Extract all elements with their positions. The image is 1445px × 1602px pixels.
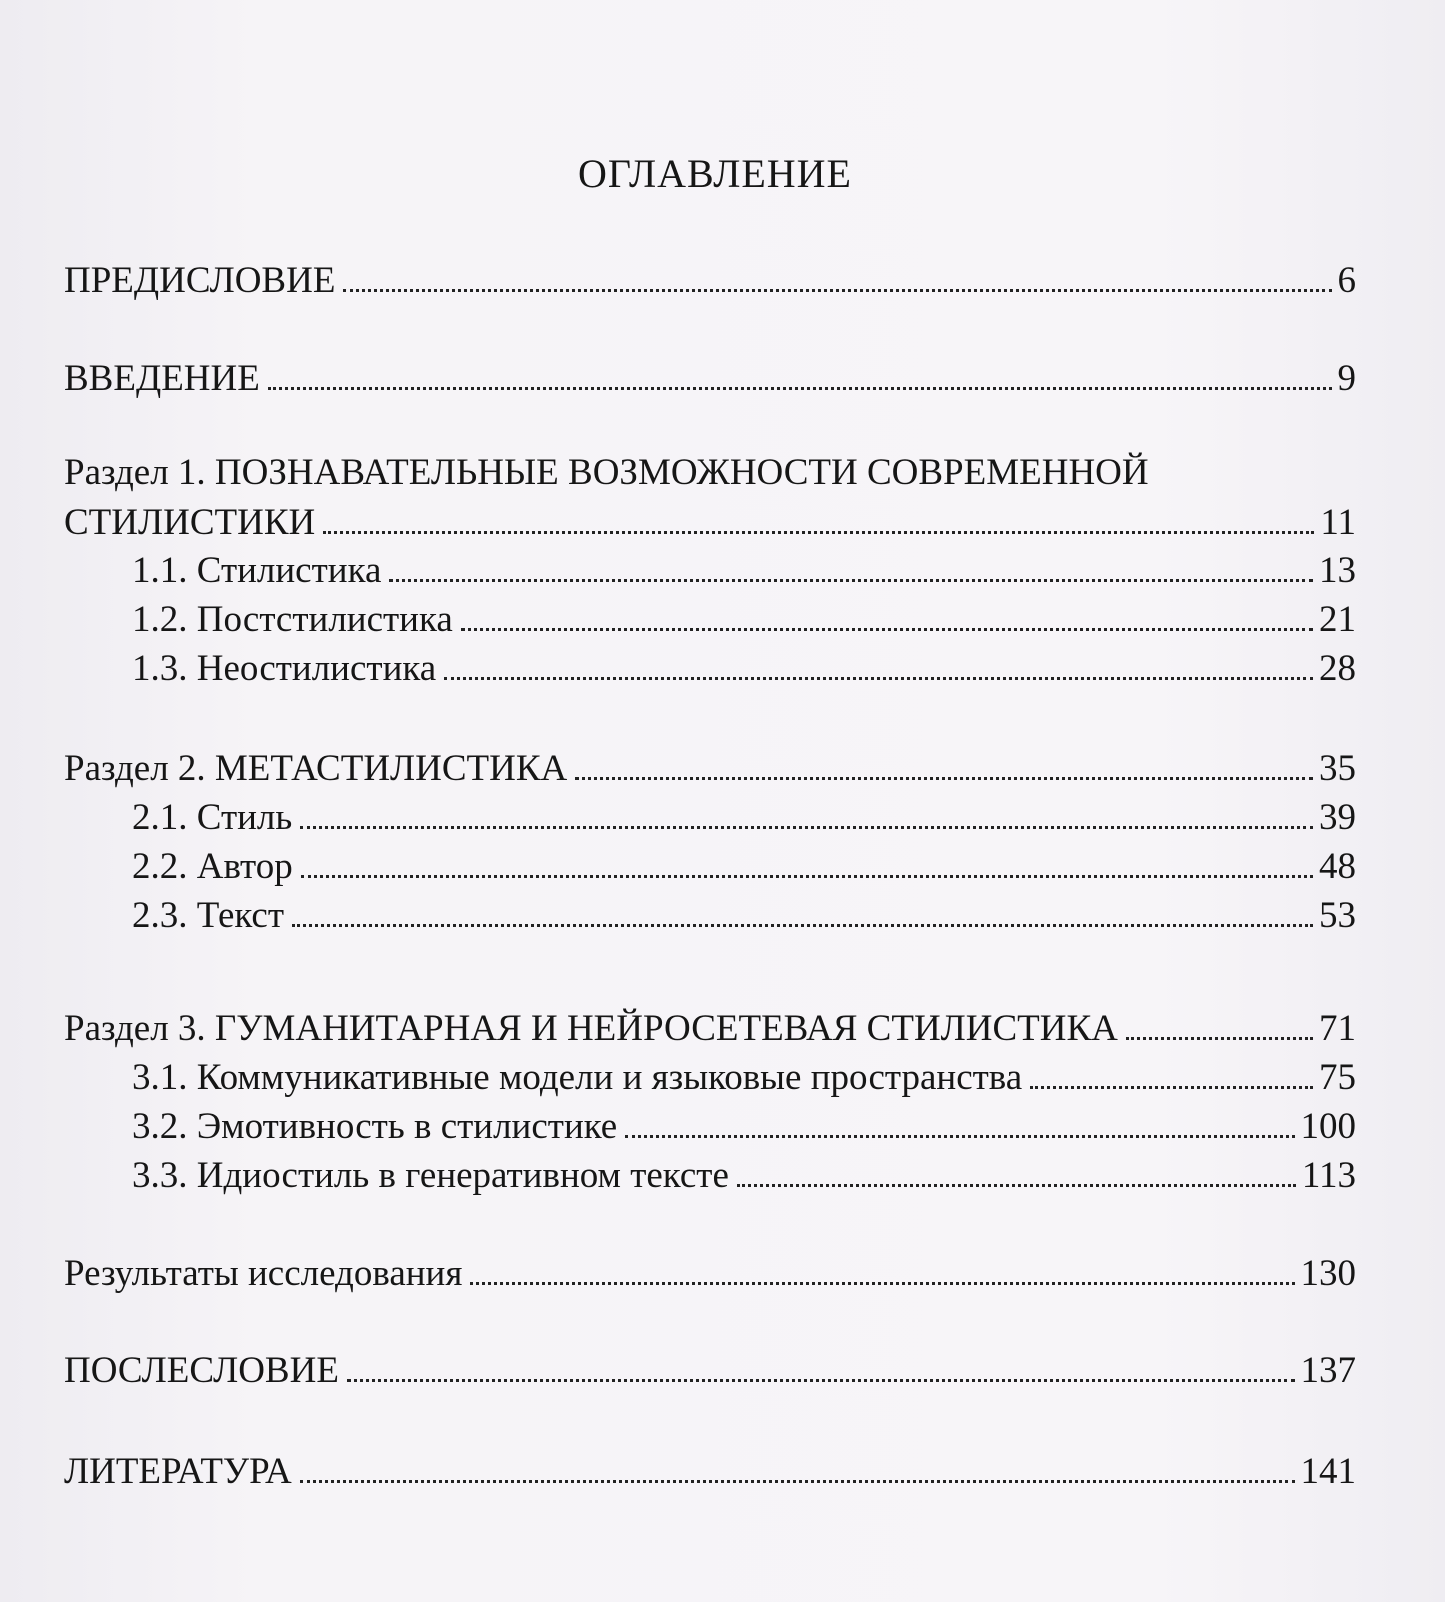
toc-entry-label: 3.1. Коммуникативные модели и языковые пространства [132,1057,1023,1098]
toc-entry-label: 1.2. Постстилистика [132,599,453,640]
toc-entry-page: 28 [1319,648,1356,689]
toc-entry-page: 39 [1319,797,1356,838]
toc-entry-section-2 [64,750,1356,787]
toc-entry-afterword [64,1352,1356,1389]
toc-entry-label: 2.3. Текст [132,895,285,936]
toc-entry-page: 71 [1319,1008,1356,1049]
toc-entry-3-2 [132,1108,1356,1145]
toc-entry-1-1 [132,552,1356,589]
toc-entry-page: 13 [1319,550,1356,591]
toc-entry-2-2 [132,848,1356,885]
toc-entry-page: 35 [1319,748,1356,789]
toc-entry-label: ПРЕДИСЛОВИЕ [64,260,336,301]
dot-leader [268,387,1332,390]
toc-entry-introduction [64,360,1356,397]
toc-section-1-heading: Раздел 1. ПОЗНАВАТЕЛЬНЫЕ ВОЗМОЖНОСТИ СОВРЕМЕННОЙ [64,452,1149,493]
toc-entry-label: Раздел 3. ГУМАНИТАРНАЯ И НЕЙРОСЕТЕВАЯ СТИЛИСТИКА [64,1008,1118,1049]
toc-entry-label: 3.3. Идиостиль в генеративном тексте [132,1155,729,1196]
dot-leader [301,875,1313,878]
toc-entry-results [64,1255,1356,1292]
toc-entry-label: ЛИТЕРАТУРА [64,1451,292,1492]
dot-leader [737,1184,1296,1187]
dot-leader [1126,1037,1313,1040]
toc-entry-1-3 [132,650,1356,687]
dot-leader [389,579,1313,582]
dot-leader [300,826,1313,829]
dot-leader [347,1379,1295,1382]
toc-entry-page: 21 [1319,599,1356,640]
toc-entry-page: 141 [1300,1451,1356,1492]
toc-entry-page: 9 [1337,358,1356,399]
toc-entry-page: 48 [1319,846,1356,887]
dot-leader [1030,1086,1313,1089]
toc-entry-2-1 [132,799,1356,836]
toc-entry-label: 3.2. Эмотивность в стилистике [132,1106,618,1147]
toc-entry-label: Результаты исследования [64,1253,463,1294]
dot-leader [575,777,1313,780]
toc-entry-3-1 [132,1059,1356,1096]
toc-entry-label: 2.1. Стиль [132,797,293,838]
toc-entry-3-3 [132,1157,1356,1194]
toc-entry-page: 137 [1300,1350,1356,1391]
dot-leader [343,289,1331,292]
toc-entry-preface [64,262,1356,299]
toc-title: ОГЛАВЛЕНИЕ [578,151,852,196]
toc-entry-label: 1.1. Стилистика [132,550,382,591]
toc-entry-label: ПОСЛЕСЛОВИЕ [64,1350,339,1391]
toc-entry-label: 1.3. Неостилистика [132,648,437,689]
toc-entry-page: 75 [1319,1057,1356,1098]
toc-entry-references [64,1453,1356,1490]
toc-entry-page: 53 [1319,895,1356,936]
dot-leader [470,1282,1294,1285]
toc-entry-page: 6 [1337,260,1356,301]
dot-leader [323,531,1314,534]
toc-entry-section-3 [64,1010,1356,1047]
toc-entry-label: СТИЛИСТИКИ [64,502,316,543]
toc-entry-2-3 [132,897,1356,934]
toc-entry-section-1 [64,504,1356,541]
toc-entry-page: 11 [1320,502,1356,543]
dot-leader [444,677,1313,680]
toc-entry-label: ВВЕДЕНИЕ [64,358,260,399]
toc-entry-page: 130 [1300,1253,1356,1294]
toc-entry-page: 113 [1301,1155,1356,1196]
dot-leader [625,1135,1294,1138]
dot-leader [461,628,1313,631]
dot-leader [292,924,1313,927]
toc-entry-1-2 [132,601,1356,638]
toc-entry-label: Раздел 2. МЕТАСТИЛИСТИКА [64,748,568,789]
toc-entry-page: 100 [1300,1106,1356,1147]
dot-leader [300,1480,1295,1483]
toc-entry-label: 2.2. Автор [132,846,293,887]
